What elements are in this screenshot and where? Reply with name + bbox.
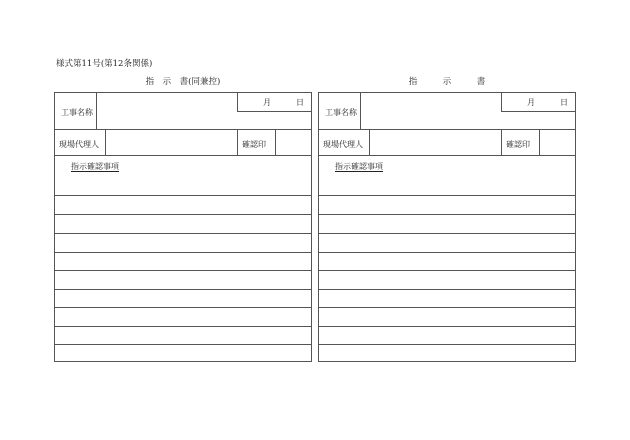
label-site-agent: 現場代理人 — [323, 140, 363, 149]
divider — [55, 155, 311, 156]
sheet-form-box — [318, 92, 576, 362]
ruled-line — [55, 214, 311, 215]
ruled-line — [319, 289, 575, 290]
ruled-line — [319, 270, 575, 271]
section-title: 指示確認事項 — [335, 162, 383, 171]
ruled-line — [55, 289, 311, 290]
divider — [275, 129, 276, 155]
ruled-line — [55, 270, 311, 271]
divider — [319, 155, 575, 156]
divider — [105, 129, 106, 155]
ruled-line — [55, 195, 311, 196]
label-confirm-seal: 確認印 — [506, 140, 530, 149]
ruled-line — [319, 233, 575, 234]
form-code: 様式第11号(第12条関係) — [56, 59, 153, 69]
divider — [369, 129, 370, 155]
label-project-name: 工事名称 — [325, 108, 357, 117]
ruled-line — [55, 307, 311, 308]
sheet-form-box — [54, 92, 312, 362]
ruled-line — [55, 233, 311, 234]
ruled-line — [319, 214, 575, 215]
label-day: 日 — [296, 98, 304, 107]
label-site-agent: 現場代理人 — [59, 140, 99, 149]
ruled-line — [319, 195, 575, 196]
divider — [501, 93, 502, 111]
sheet-title: 指 示 書(同兼控) — [145, 77, 221, 87]
label-confirm-seal: 確認印 — [242, 140, 266, 149]
label-day: 日 — [560, 98, 568, 107]
sheet-title: 指 示 書 — [408, 77, 486, 87]
ruled-line — [319, 344, 575, 345]
label-project-name: 工事名称 — [61, 108, 93, 117]
divider — [96, 93, 97, 129]
section-title: 指示確認事項 — [71, 162, 119, 171]
ruled-line — [319, 326, 575, 327]
divider — [360, 93, 361, 129]
divider — [237, 129, 238, 155]
divider — [237, 93, 238, 111]
divider — [501, 129, 502, 155]
divider — [539, 129, 540, 155]
divider — [237, 111, 311, 112]
label-month: 月 — [263, 98, 271, 107]
ruled-line — [55, 252, 311, 253]
ruled-line — [319, 307, 575, 308]
divider — [55, 129, 311, 130]
ruled-line — [55, 344, 311, 345]
ruled-line — [55, 326, 311, 327]
ruled-line — [319, 252, 575, 253]
divider — [319, 129, 575, 130]
label-month: 月 — [527, 98, 535, 107]
divider — [501, 111, 575, 112]
